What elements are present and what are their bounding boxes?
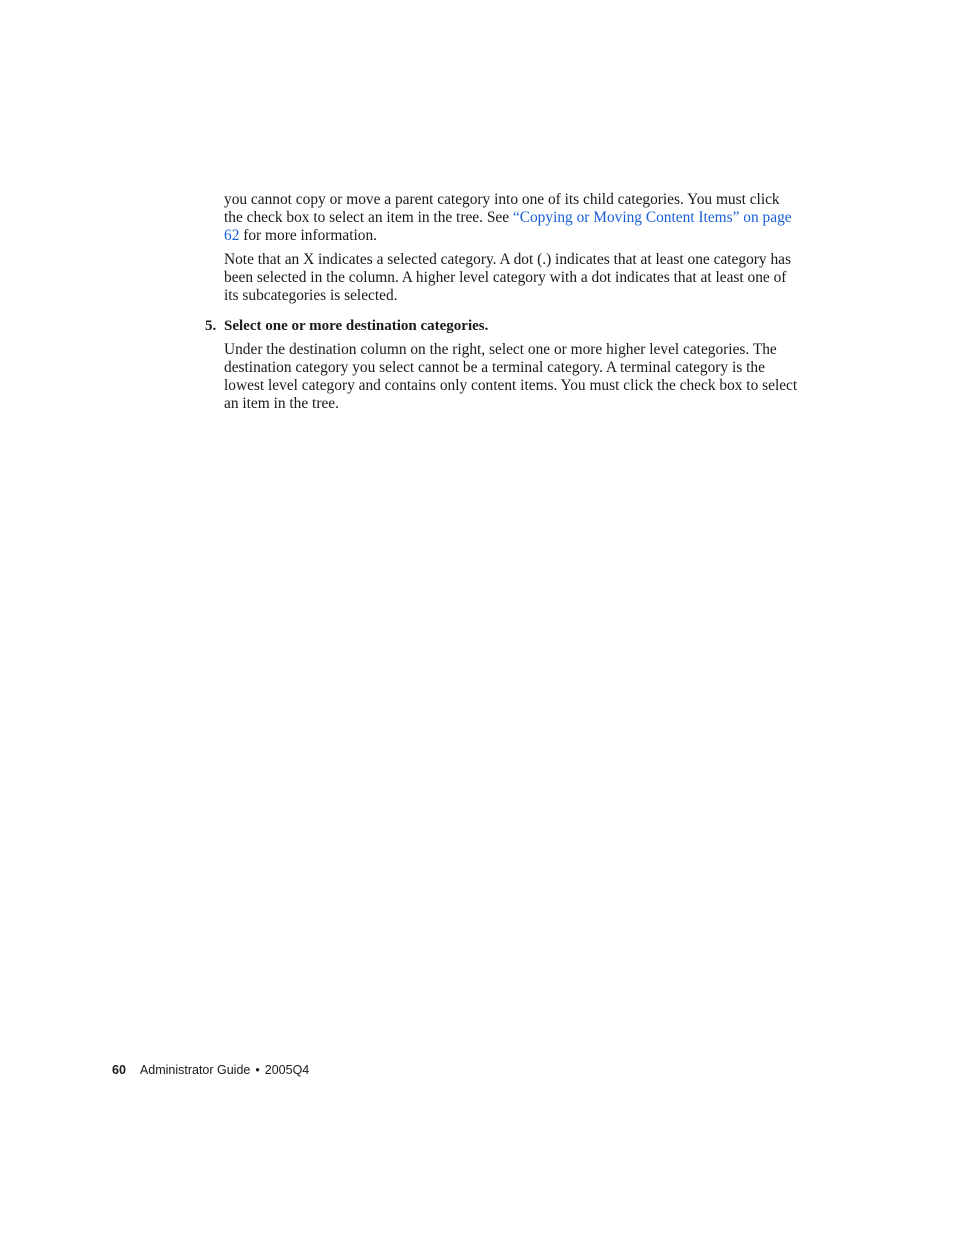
step-5-heading — [205, 317, 799, 335]
guide-title: Administrator Guide — [139, 1063, 251, 1077]
step-title: Select one or more destination categories. — [224, 318, 489, 334]
body-text — [205, 191, 799, 419]
guide-version: 2005Q4 — [264, 1063, 310, 1077]
bullet-separator: • — [255, 1063, 260, 1077]
step-number: 5. — [205, 318, 217, 334]
paragraph-destination: Under the destination column on the right, select one or more higher level categories. The destination category you select cannot be a terminal category. A terminal category is the lowest level category and contains only content items. You must click the check box to select an item in the tree. — [224, 341, 798, 412]
paragraph-copy-move-text-end: for more information. — [239, 227, 378, 244]
paragraph-copy-move-text-start: you cannot copy or move a parent category into one of its child categories. You must click the check box to select an item in the tree. See — [224, 191, 780, 226]
page-number: 60 — [112, 1063, 126, 1077]
paragraph-copy-move — [224, 191, 799, 245]
page-footer — [112, 1063, 309, 1077]
paragraph-selection-notes: Note that an X indicates a selected category. A dot (.) indicates that at least one category has been selected in the column. A higher level category with a dot indicates that at least one of its subcategories is selected. — [224, 251, 791, 304]
cross-reference-link[interactable]: “Copying or Moving Content Items” on page 62 — [224, 209, 792, 244]
